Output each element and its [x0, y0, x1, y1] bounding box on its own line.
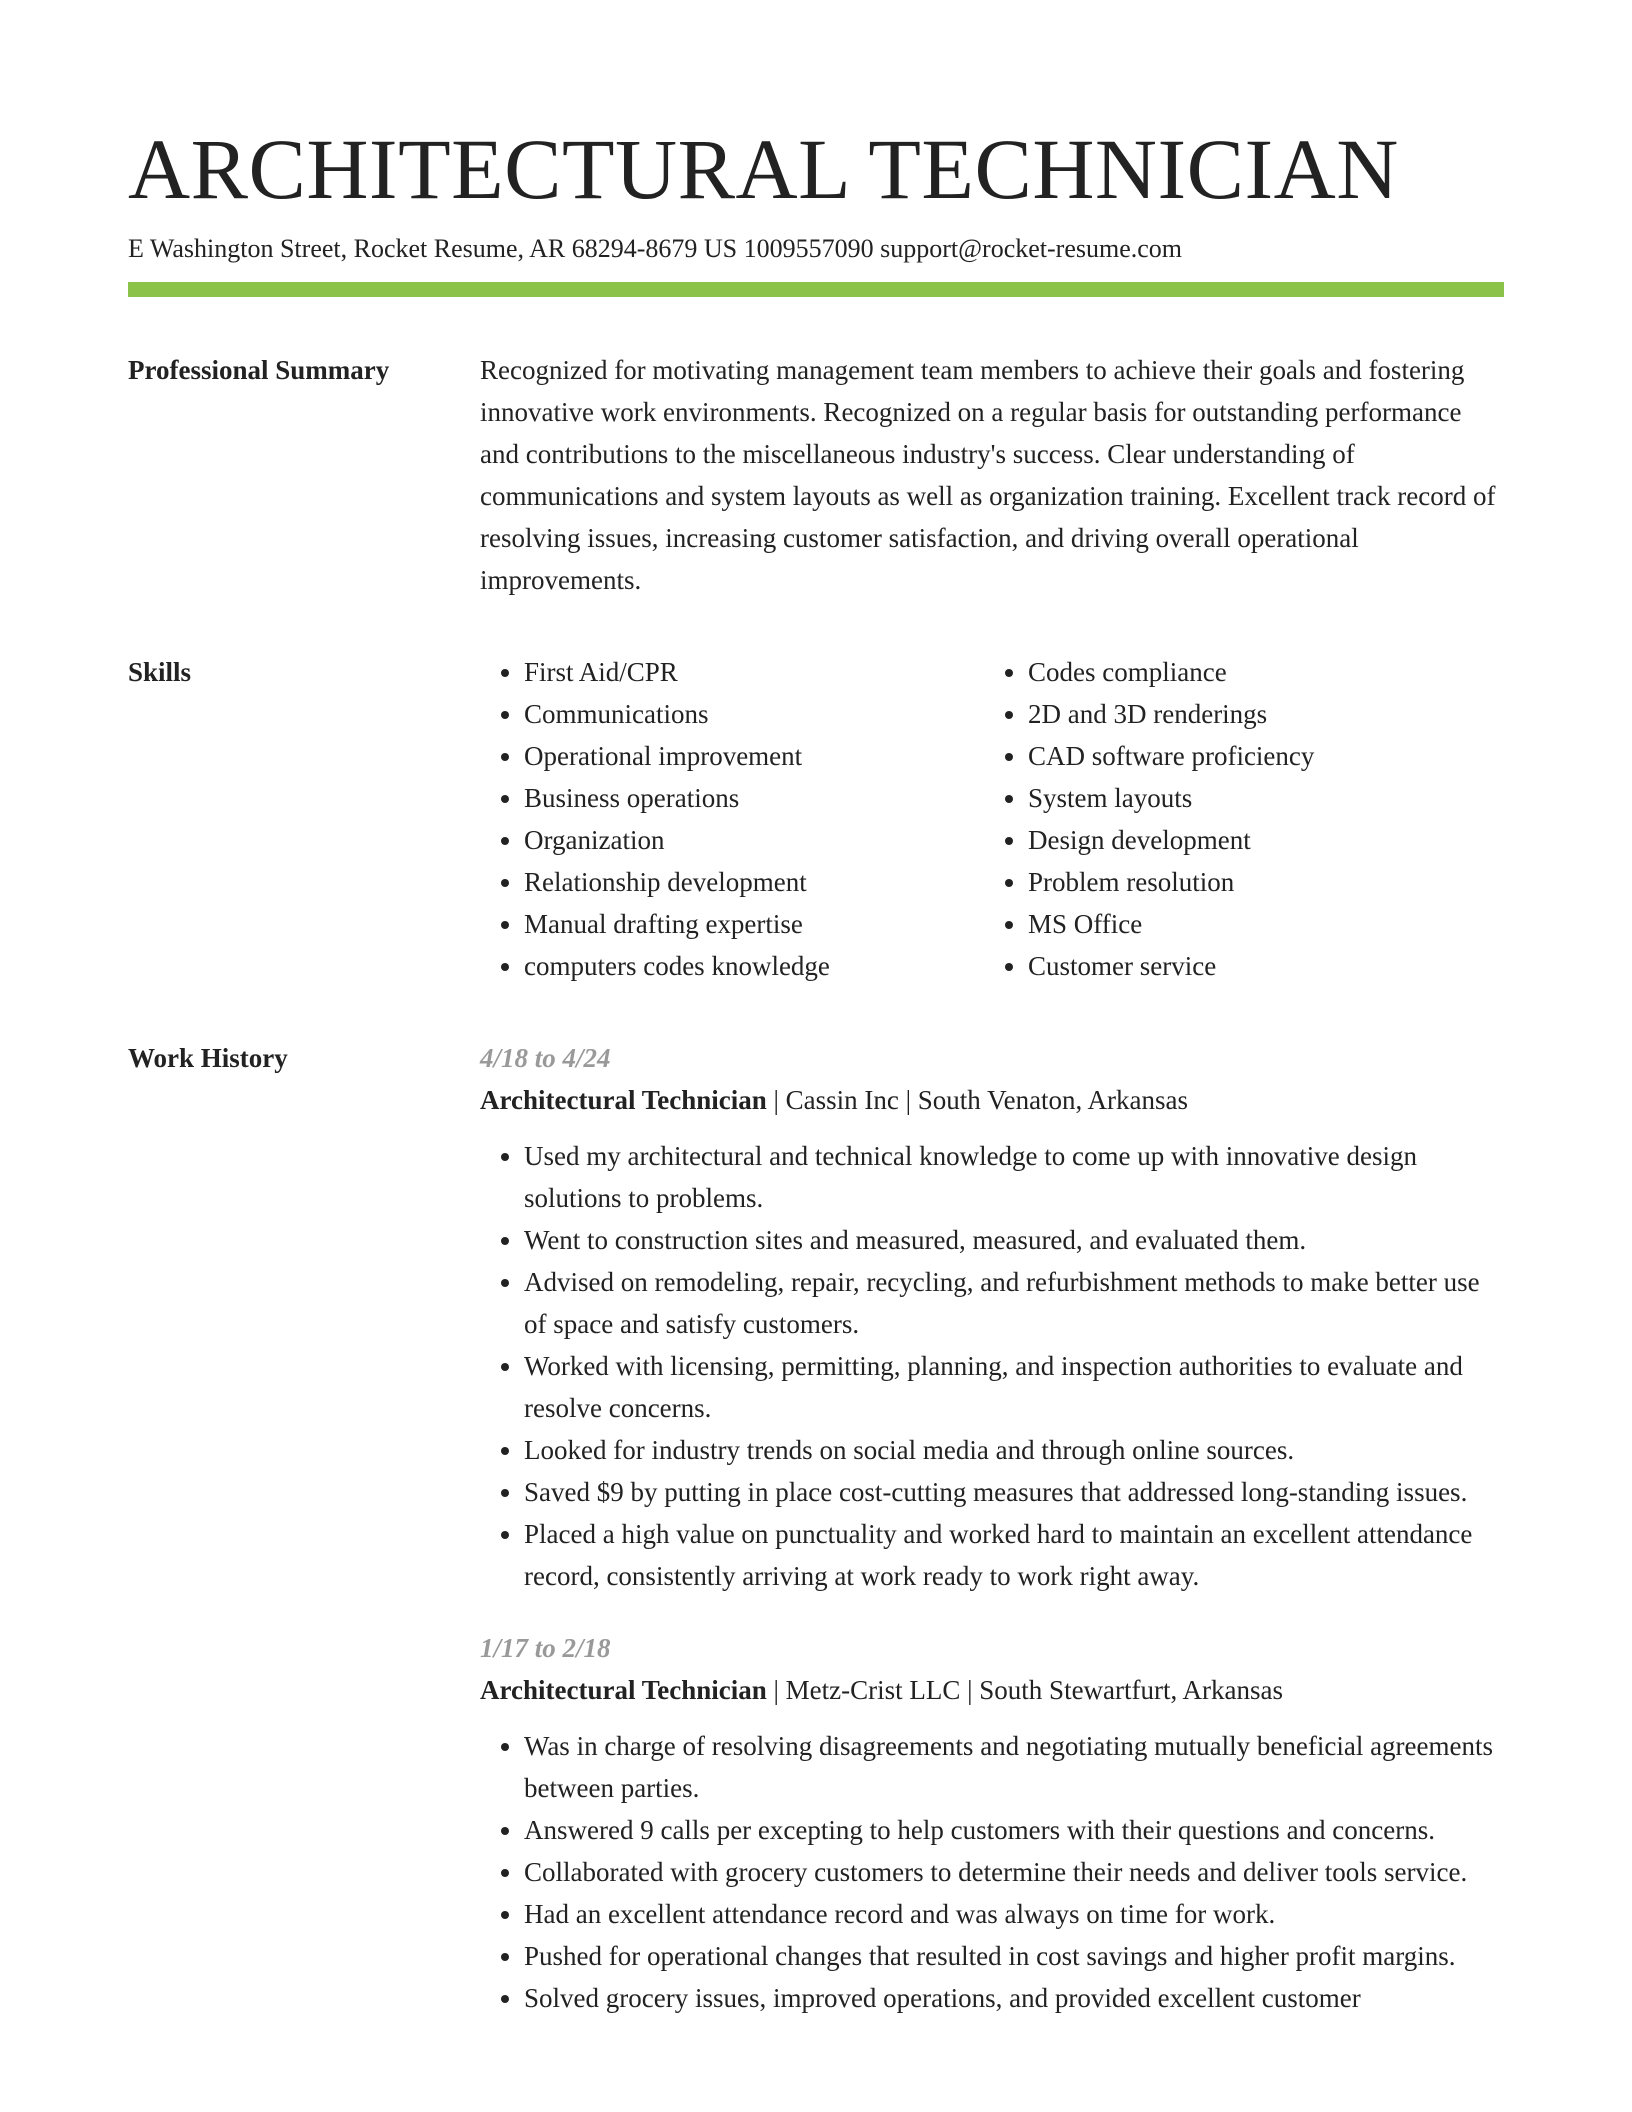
skill-item: • Business operations [524, 777, 984, 819]
skill-item: • CAD software proficiency [1028, 735, 1508, 777]
job-bullet: • Was in charge of resolving disagreements and negotiating mutually beneficial agreements between parties. [524, 1725, 1504, 1809]
job-bullet: • Advised on remodeling, repair, recycling, and refurbishment methods to make better use of space and satisfy customers. [524, 1261, 1504, 1345]
summary-heading: Professional Summary [128, 354, 390, 385]
job-title: Architectural Technician [480, 1674, 767, 1705]
skills-section [128, 651, 1504, 987]
skill-item: • 2D and 3D renderings [1028, 693, 1508, 735]
job-dates: 4/18 to 4/24 [480, 1042, 611, 1073]
job-bullet: • Collaborated with grocery customers to determine their needs and deliver tools service. [524, 1851, 1504, 1893]
summary-text: Recognized for motivating management team members to achieve their goals and fostering innovative work environments. Recognized on a regular basis for outstanding performance and contributions to the miscellaneous industry's success. Clear understanding of communications and system layouts as well as organization training. Excellent track record of resolving issues, increasing customer satisfaction, and driving overall operational improvements. [480, 354, 1496, 595]
resume-page [128, 118, 1504, 2019]
job-details: | Cassin Inc | South Venaton, Arkansas [766, 1084, 1189, 1115]
job-bullet: • Used my architectural and technical knowledge to come up with innovative design solutions to problems. [524, 1135, 1504, 1219]
skills-column-2 [984, 651, 1508, 987]
job-bullet: • Looked for industry trends on social media and through online sources. [524, 1429, 1504, 1471]
job-bullet: • Placed a high value on punctuality and worked hard to maintain an excellent attendance record, consistently arriving at work ready to work right away. [524, 1513, 1504, 1597]
job-title-line [480, 1669, 1504, 1711]
job-title: Architectural Technician [480, 1084, 767, 1115]
skill-item: • computers codes knowledge [524, 945, 984, 987]
skills-heading: Skills [128, 656, 192, 687]
job-bullet: • Answered 9 calls per excepting to help customers with their questions and concerns. [524, 1809, 1504, 1851]
contact-info: E Washington Street, Rocket Resume, AR 68294-8679 US 1009557090 support@rocket-resume.com [128, 234, 1183, 264]
header-divider [128, 282, 1504, 297]
skill-item: • Codes compliance [1028, 651, 1508, 693]
job-details: | Metz-Crist LLC | South Stewartfurt, Arkansas [766, 1674, 1283, 1705]
skill-item: • System layouts [1028, 777, 1508, 819]
work-history-section [128, 1037, 1504, 2019]
job-dates: 1/17 to 2/18 [480, 1632, 611, 1663]
skills-column-1 [480, 651, 984, 987]
job-entry [480, 1037, 1504, 1597]
skill-item: • Organization [524, 819, 984, 861]
skill-item: • Communications [524, 693, 984, 735]
job-entry [480, 1627, 1504, 2019]
skill-item: • MS Office [1028, 903, 1508, 945]
job-title-line [480, 1079, 1504, 1121]
resume-title: ARCHITECTURAL TECHNICIAN [128, 121, 1399, 217]
job-bullet: • Went to construction sites and measured, measured, and evaluated them. [524, 1219, 1504, 1261]
skill-item: • Design development [1028, 819, 1508, 861]
job-bullet: • Saved $9 by putting in place cost-cutting measures that addressed long-standing issues. [524, 1471, 1504, 1513]
skill-item: • Operational improvement [524, 735, 984, 777]
job-bullet: • Solved grocery issues, improved operations, and provided excellent customer [524, 1977, 1504, 2019]
skill-item: • Relationship development [524, 861, 984, 903]
job-bullet: • Had an excellent attendance record and was always on time for work. [524, 1893, 1504, 1935]
job-bullets [480, 1725, 1504, 2019]
job-bullet: • Pushed for operational changes that resulted in cost savings and higher profit margins. [524, 1935, 1504, 1977]
skill-item: • Problem resolution [1028, 861, 1508, 903]
skill-item: • First Aid/CPR [524, 651, 984, 693]
work-history-heading: Work History [128, 1042, 288, 1073]
skill-item: • Manual drafting expertise [524, 903, 984, 945]
skill-item: • Customer service [1028, 945, 1508, 987]
job-bullets [480, 1135, 1504, 1597]
job-bullet: • Worked with licensing, permitting, planning, and inspection authorities to evaluate and resolve concerns. [524, 1345, 1504, 1429]
summary-section [128, 349, 1504, 601]
